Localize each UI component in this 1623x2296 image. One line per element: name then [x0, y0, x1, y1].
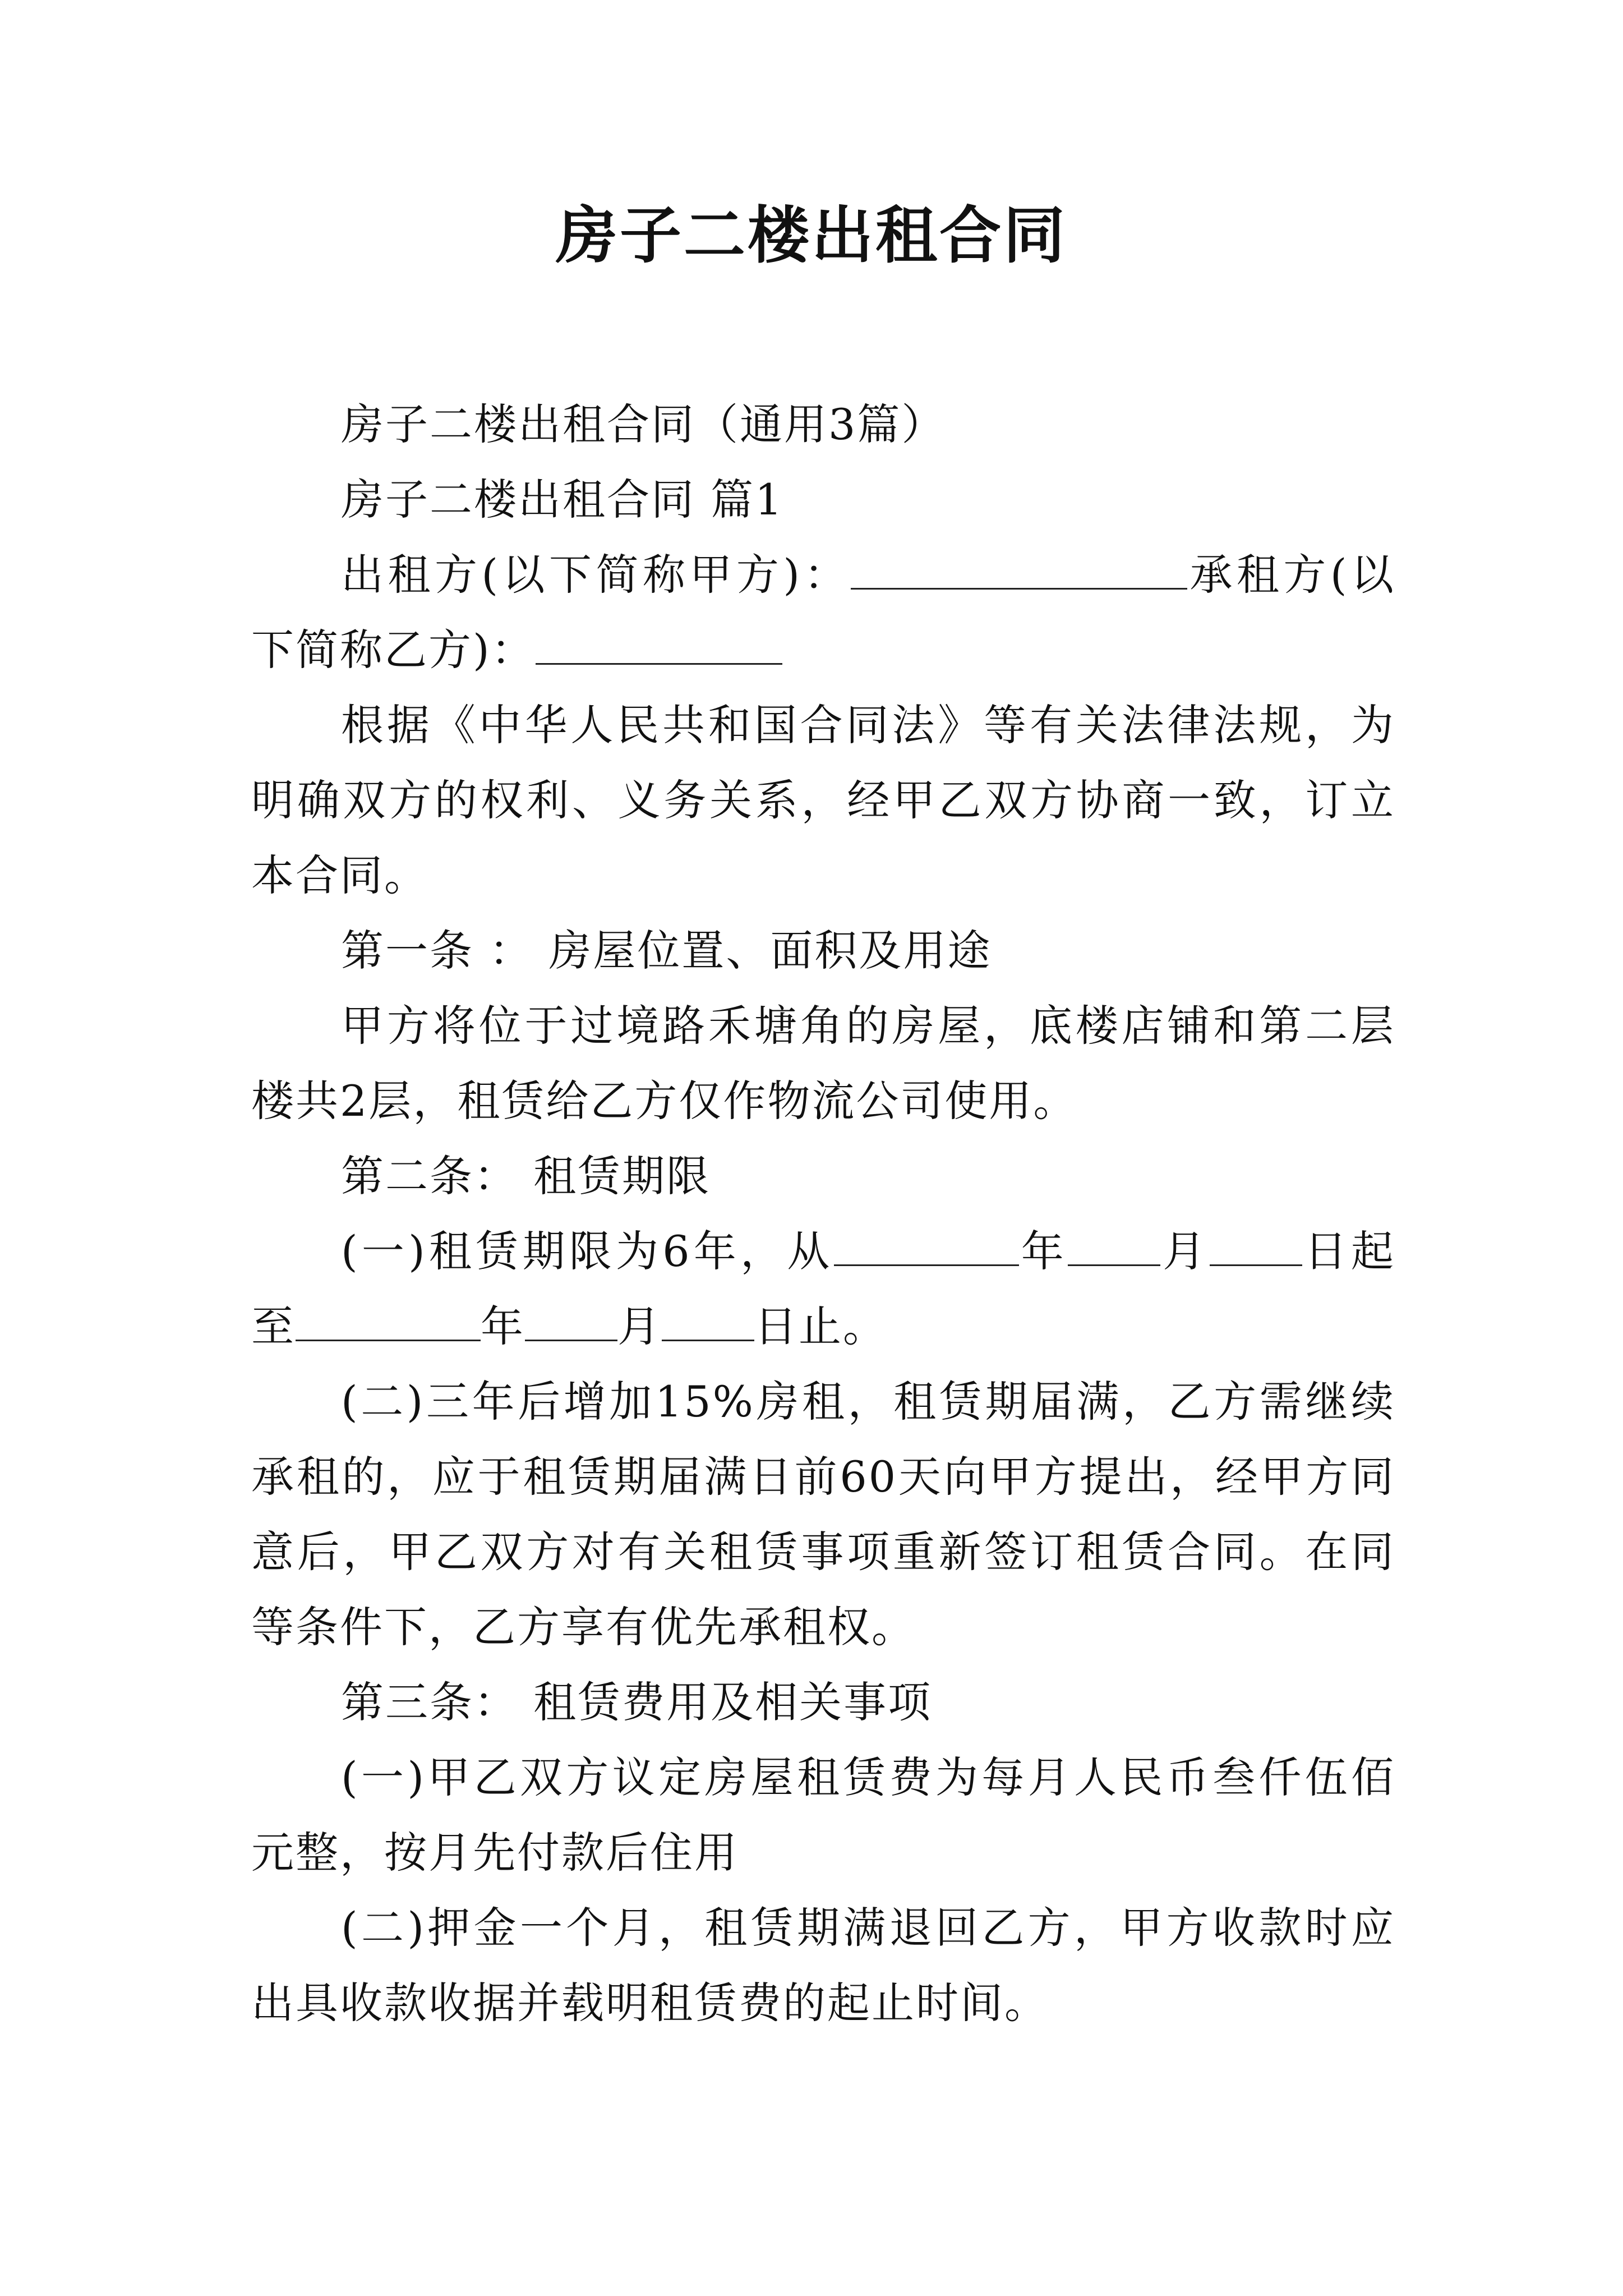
article1-text: 甲方将位于过境路禾塘角的房屋，底楼店铺和第二层楼共2层，租赁给乙方仅作物流公司使用。: [251, 1001, 1395, 1126]
document-title: 房子二楼出租合同: [556, 199, 1067, 272]
lessor-label: 出租方(以下简称甲方)：: [341, 550, 851, 600]
heading-general: 房子二楼出租合同（通用3篇）: [341, 399, 946, 449]
article3-clause1: (一)甲乙双方议定房屋租赁费为每月人民币叁仟伍佰元整，按月先付款后住用: [251, 1752, 1395, 1878]
lessor-blank: [851, 549, 1187, 590]
article1-heading: 第一条 ： 房屋位置、面积及用途: [341, 926, 992, 976]
parties-paragraph: [251, 537, 1395, 688]
end-year-blank: [296, 1300, 481, 1341]
lessee-blank: [536, 624, 782, 665]
start-month-blank: [1068, 1225, 1160, 1266]
start-day-blank: [1210, 1225, 1302, 1266]
preamble-paragraph: 根据《中华人民共和国合同法》等有关法律法规，为明确双方的权利、义务关系，经甲乙双方协商一致，订立本合同。: [251, 700, 1395, 900]
clause1-prefix: (一)租赁期限为6年，从: [341, 1226, 834, 1276]
end-day-label: 日止。: [754, 1301, 887, 1351]
end-month-blank: [525, 1300, 617, 1341]
start-month-label: 月: [1160, 1226, 1210, 1276]
start-year-label: 年: [1018, 1226, 1068, 1276]
article2-clause2: (二)三年后增加15%房租，租赁期届满，乙方需继续承租的，应于租赁期届满日前60天向甲方提出，经甲方同意后，甲乙双方对有关租赁事项重新签订租赁合同。在同等条件下，乙方享有优先承租权。: [251, 1377, 1395, 1652]
heading-part: 房子二楼出租合同 篇1: [341, 475, 784, 524]
document-body: [251, 387, 1395, 2041]
article2-heading: 第二条： 租赁期限: [341, 1151, 711, 1201]
article3-heading: 第三条： 租赁费用及相关事项: [341, 1677, 933, 1727]
end-day-blank: [662, 1300, 754, 1341]
start-year-blank: [834, 1225, 1019, 1266]
article3-clause2: (二)押金一个月，租赁期满退回乙方，甲方收款时应出具收款收据并载明租赁费的起止时间。: [251, 1903, 1395, 2028]
article2-clause1: [251, 1214, 1395, 1364]
start-day-label: 日起至: [251, 1226, 1396, 1351]
lessee-label: 承租方(以下简称乙方)：: [251, 550, 1395, 675]
end-month-label: 月: [617, 1301, 662, 1351]
end-year-label: 年: [481, 1301, 525, 1351]
